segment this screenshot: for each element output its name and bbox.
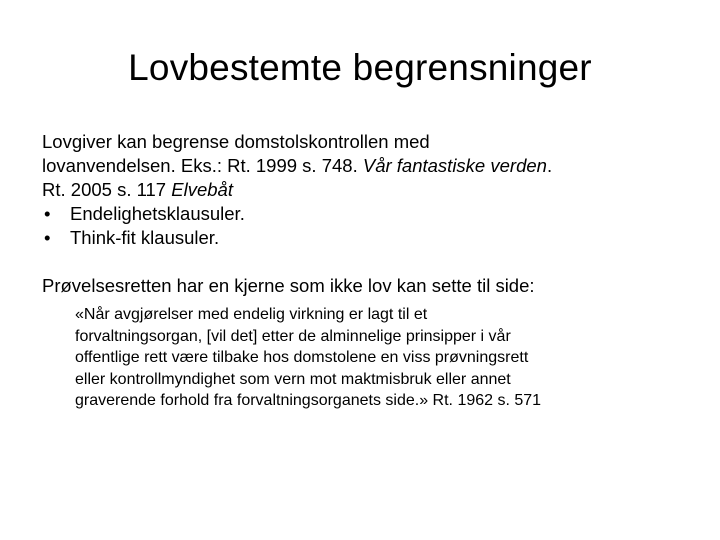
intro-line-2-end: . — [546, 155, 553, 176]
bullet-icon: • — [44, 203, 51, 224]
slide-title: Lovbestemte begrensninger — [128, 47, 592, 88]
quote-line: eller kontrollmyndighet som vern mot maktmisbruk eller annet — [75, 370, 511, 388]
bullet-list — [42, 202, 682, 250]
bullet-icon: • — [44, 227, 51, 248]
quote-line: offentlige rett være tilbake hos domstolene en viss prøvningsrett — [75, 349, 529, 366]
intro-line-3: Rt. 2005 s. 117 — [42, 179, 172, 200]
quote-line: graverende forhold fra forvaltningsorganets side.» Rt. 1962 s. 571 — [75, 392, 542, 409]
intro-paragraph — [42, 130, 682, 202]
quote-line: forvaltningsorgan, [vil det] etter de alminnelige prinsipper i vår — [75, 327, 511, 345]
list-item — [42, 202, 682, 226]
slide-body — [42, 130, 682, 412]
intro-line-2: lovanvendelsen. Eks.: Rt. 1999 s. 748. — [42, 155, 363, 176]
core-paragraph: Prøvelsesretten har en kjerne som ikke lov kan sette til side: — [42, 275, 535, 296]
quote-block — [75, 304, 685, 412]
case-name-elvebat: Elvebåt — [171, 179, 233, 200]
list-item — [42, 226, 682, 250]
bullet-text: Endelighetsklausuler. — [70, 203, 245, 224]
bullet-text: Think-fit klausuler. — [70, 227, 220, 248]
intro-line-1: Lovgiver kan begrense domstolskontrollen med — [42, 131, 430, 152]
quote-line: «Når avgjørelser med endelig virkning er lagt til et — [75, 306, 428, 323]
case-name-var-fantastiske-verden: Vår fantastiske verden — [362, 155, 547, 176]
